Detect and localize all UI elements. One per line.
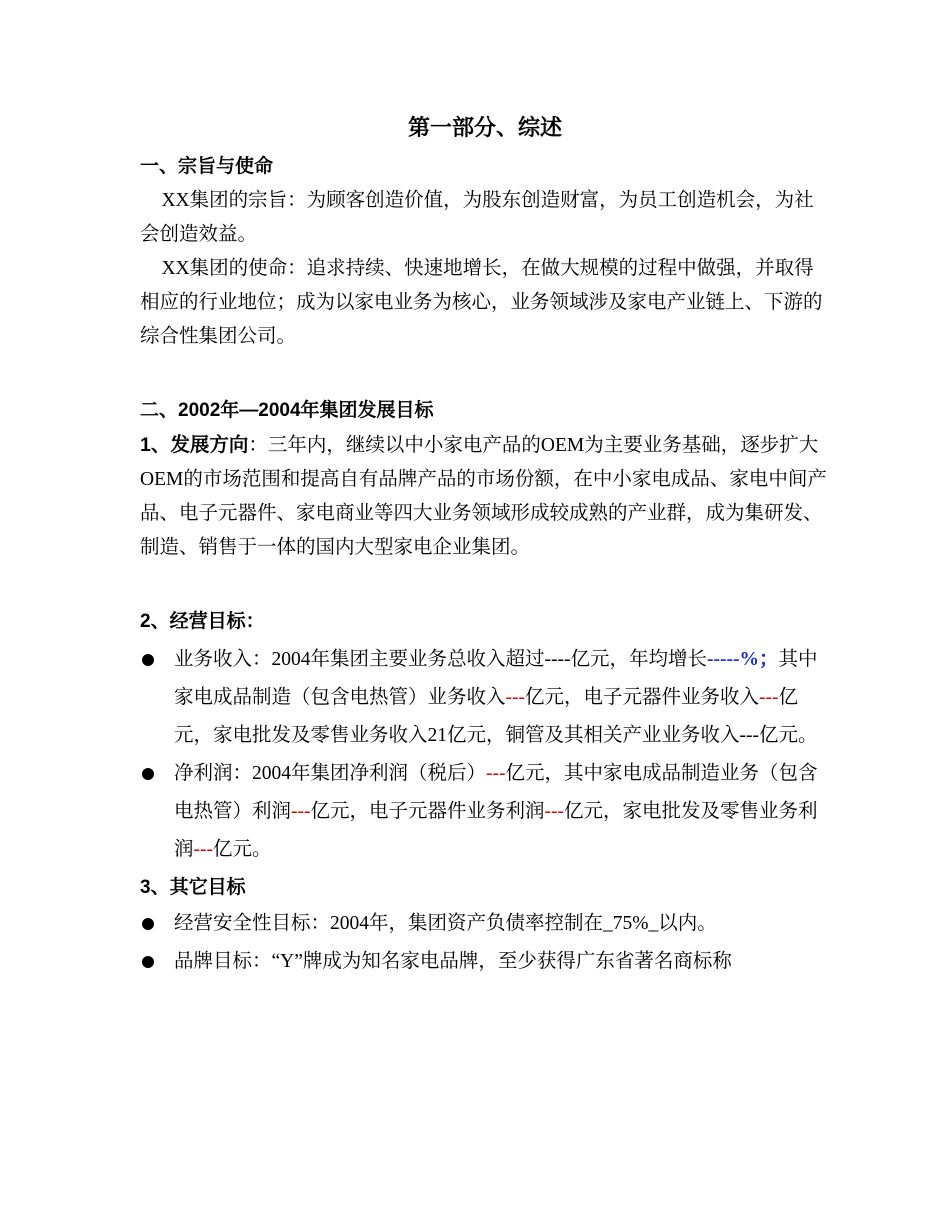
bullet-icon [142, 956, 154, 968]
direction-text: 三年内，继续以中小家电产品的OEM为主要业务基础，逐步扩大OEM的市场范围和提高自有品牌产品的市场份额，在中小家电成品、家电中间产品、电子元器件、家电商业等四大业务领域形成较成熟的产业群，成为集研发、制造、销售于一体的国内大型家电企业集团。 [140, 435, 827, 558]
profit-placeholder: --- [291, 801, 311, 822]
spacer [140, 565, 830, 605]
section2-heading: 二、2002年—2004年集团发展目标 [140, 400, 434, 421]
profit-text: 亿元，其中家电成品制造业务（包含电热管）利润 [174, 763, 818, 822]
revenue-text: 业务收入：2004年集团主要业务总收入超过----亿元，年均增长 [174, 649, 707, 670]
section1-paragraph-purpose: XX集团的宗旨：为顾客创造价值，为股东创造财富，为员工创造机会，为社会创造效益。 [140, 190, 814, 245]
other-goals-heading: 3、其它目标 [140, 877, 246, 898]
revenue-placeholder: --- [505, 687, 525, 708]
other-goals-list [140, 905, 830, 981]
profit-text: 亿元，电子元器件业务利润 [310, 801, 545, 822]
revenue-growth-placeholder: -----%； [706, 649, 779, 670]
direction-paragraph [140, 428, 830, 565]
bullet-icon [142, 768, 154, 780]
section1-heading: 一、宗旨与使命 [140, 156, 274, 177]
page-title: 第一部分、综述 [407, 115, 562, 140]
goals-heading: 2、经营目标： [140, 611, 265, 632]
profit-text: 净利润：2004年集团净利润（税后） [174, 763, 487, 784]
direction-label: 1、发展方向 [140, 434, 249, 456]
bullet-icon [142, 654, 154, 666]
section1-paragraph-mission: XX集团的使命：追求持续、快速地增长，在做大规模的过程中做强，并取得相应的行业地位；成为以家电业务为核心，业务领域涉及家电产业链上、下游的综合性集团公司。 [140, 258, 823, 347]
document-body [140, 108, 830, 981]
revenue-text: 亿元，电子元器件业务收入 [525, 687, 760, 708]
revenue-placeholder: --- [759, 687, 779, 708]
bullet-icon [142, 918, 154, 930]
profit-text: 亿元，家电批发及零售业务利润 [174, 801, 818, 860]
profit-text: 亿元。 [213, 839, 272, 860]
list-item-profit [140, 755, 830, 869]
revenue-text: 亿元，家电批发及零售业务收入21亿元，铜管及其相关产业业务收入---亿元。 [174, 687, 818, 746]
list-item-revenue [140, 641, 830, 755]
spacer [140, 354, 830, 394]
profit-placeholder: --- [193, 839, 213, 860]
list-item-text: 经营安全性目标：2004年，集团资产负债率控制在_75%_以内。 [174, 913, 717, 934]
revenue-text: 其中家电成品制造（包含电热管）业务收入 [174, 649, 818, 708]
direction-separator: ： [248, 435, 268, 456]
profit-placeholder: --- [486, 763, 506, 784]
goals-list [140, 641, 830, 869]
list-item-brand [140, 943, 830, 981]
list-item-text: 品牌目标：“Y”牌成为知名家电品牌，至少获得广东省著名商标称 [174, 951, 732, 972]
profit-placeholder: --- [544, 801, 564, 822]
list-item-safety [140, 905, 830, 943]
